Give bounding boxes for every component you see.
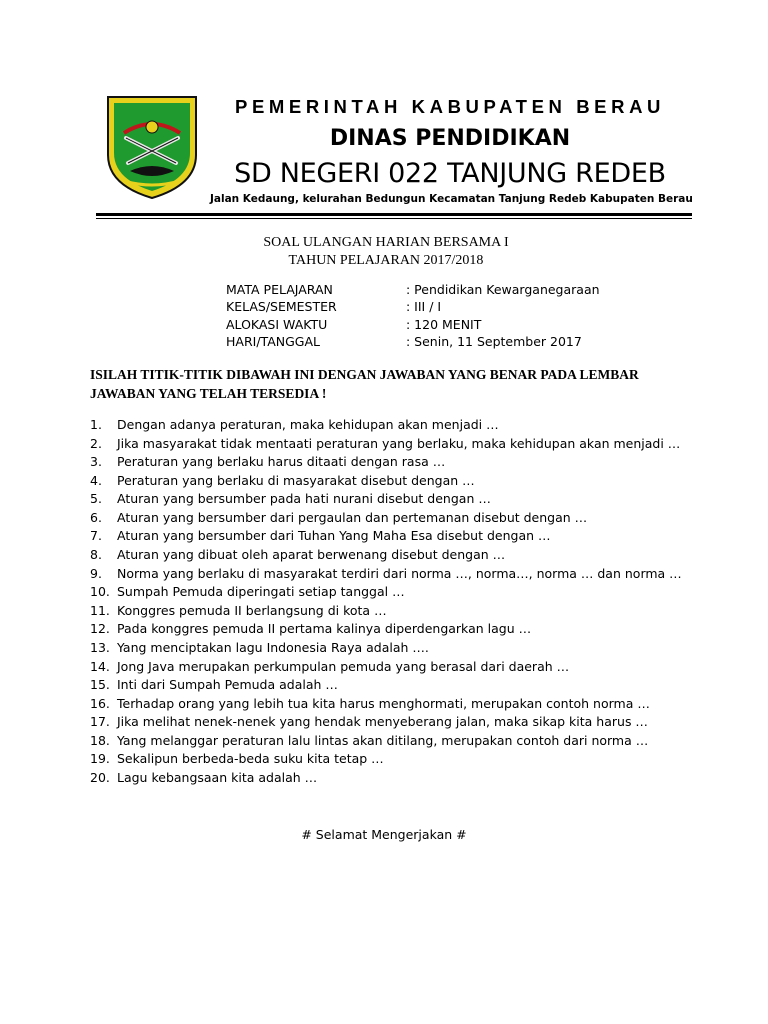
question-text: Lagu kebangsaan kita adalah … [117, 770, 318, 785]
question-number: 5. [90, 491, 102, 506]
info-label: KELAS/SEMESTER [226, 299, 337, 314]
school-name: SD NEGERI 022 TANJUNG REDEB [234, 158, 666, 189]
info-label: MATA PELAJARAN [226, 282, 333, 297]
info-label: HARI/TANGGAL [226, 334, 320, 349]
question-number: 6. [90, 510, 102, 525]
question-text: Jong Java merupakan perkumpulan pemuda yang berasal dari daerah … [117, 659, 570, 674]
question-text: Aturan yang bersumber dari pergaulan dan pertemanan disebut dengan … [117, 510, 588, 525]
question-number: 1. [90, 417, 102, 432]
question-number: 3. [90, 454, 102, 469]
question-number: 18. [90, 733, 110, 748]
school-address: Jalan Kedaung, kelurahan Bedungun Kecamatan Tanjung Redeb Kabupaten Berau [210, 193, 693, 205]
academic-year: TAHUN PELAJARAN 2017/2018 [288, 253, 484, 268]
info-value: : Senin, 11 September 2017 [406, 334, 582, 349]
info-value: : Pendidikan Kewarganegaraan [406, 282, 600, 297]
question-number: 9. [90, 566, 102, 581]
question-text: Terhadap orang yang lebih tua kita harus menghormati, merupakan contoh norma … [117, 696, 650, 711]
question-text: Dengan adanya peraturan, maka kehidupan akan menjadi … [117, 417, 499, 432]
question-text: Konggres pemuda II berlangsung di kota … [117, 603, 387, 618]
info-label: ALOKASI WAKTU [226, 317, 328, 332]
instruction-line-1: ISILAH TITIK-TITIK DIBAWAH INI DENGAN JAWABAN YANG BENAR PADA LEMBAR [90, 367, 639, 382]
question-text: Norma yang berlaku di masyarakat terdiri dari norma …, norma…, norma … dan norma … [117, 566, 682, 581]
info-value: : III / I [406, 299, 442, 314]
question-number: 15. [90, 677, 110, 692]
closing-message: # Selamat Mengerjakan # [301, 827, 467, 842]
question-number: 16. [90, 696, 110, 711]
question-number: 2. [90, 436, 102, 451]
question-number: 13. [90, 640, 110, 655]
instruction-line-2: JAWABAN YANG TELAH TERSEDIA ! [90, 386, 327, 401]
berau-regency-emblem [104, 93, 200, 201]
question-text: Aturan yang bersumber dari Tuhan Yang Maha Esa disebut dengan … [117, 528, 551, 543]
letterhead-thick-rule [96, 213, 692, 216]
question-text: Sekalipun berbeda-beda suku kita tetap … [117, 751, 384, 766]
question-number: 8. [90, 547, 102, 562]
question-number: 20. [90, 770, 110, 785]
question-text: Pada konggres pemuda II pertama kalinya diperdengarkan lagu … [117, 621, 532, 636]
question-text: Inti dari Sumpah Pemuda adalah … [117, 677, 338, 692]
question-text: Peraturan yang berlaku di masyarakat disebut dengan … [117, 473, 475, 488]
question-number: 4. [90, 473, 102, 488]
question-number: 17. [90, 714, 110, 729]
exam-title: SOAL ULANGAN HARIAN BERSAMA I [263, 235, 509, 250]
question-text: Peraturan yang berlaku harus ditaati dengan rasa … [117, 454, 446, 469]
info-value: : 120 MENIT [406, 317, 482, 332]
letterhead-thin-rule [96, 218, 692, 219]
question-text: Aturan yang dibuat oleh aparat berwenang disebut dengan … [117, 547, 506, 562]
department-heading: DINAS PENDIDIKAN [329, 126, 571, 151]
question-text: Jika masyarakat tidak mentaati peraturan yang berlaku, maka kehidupan akan menjadi … [117, 436, 681, 451]
question-text: Jika melihat nenek-nenek yang hendak menyeberang jalan, maka sikap kita harus … [117, 714, 648, 729]
government-heading: PEMERINTAH KABUPATEN BERAU [235, 96, 665, 117]
question-number: 14. [90, 659, 110, 674]
question-number: 12. [90, 621, 110, 636]
question-text: Yang melanggar peraturan lalu lintas akan ditilang, merupakan contoh dari norma … [117, 733, 649, 748]
question-text: Sumpah Pemuda diperingati setiap tanggal … [117, 584, 405, 599]
question-text: Aturan yang bersumber pada hati nurani disebut dengan … [117, 491, 491, 506]
question-number: 11. [90, 603, 110, 618]
question-number: 10. [90, 584, 110, 599]
question-number: 7. [90, 528, 102, 543]
question-number: 19. [90, 751, 110, 766]
question-text: Yang menciptakan lagu Indonesia Raya adalah …. [117, 640, 429, 655]
